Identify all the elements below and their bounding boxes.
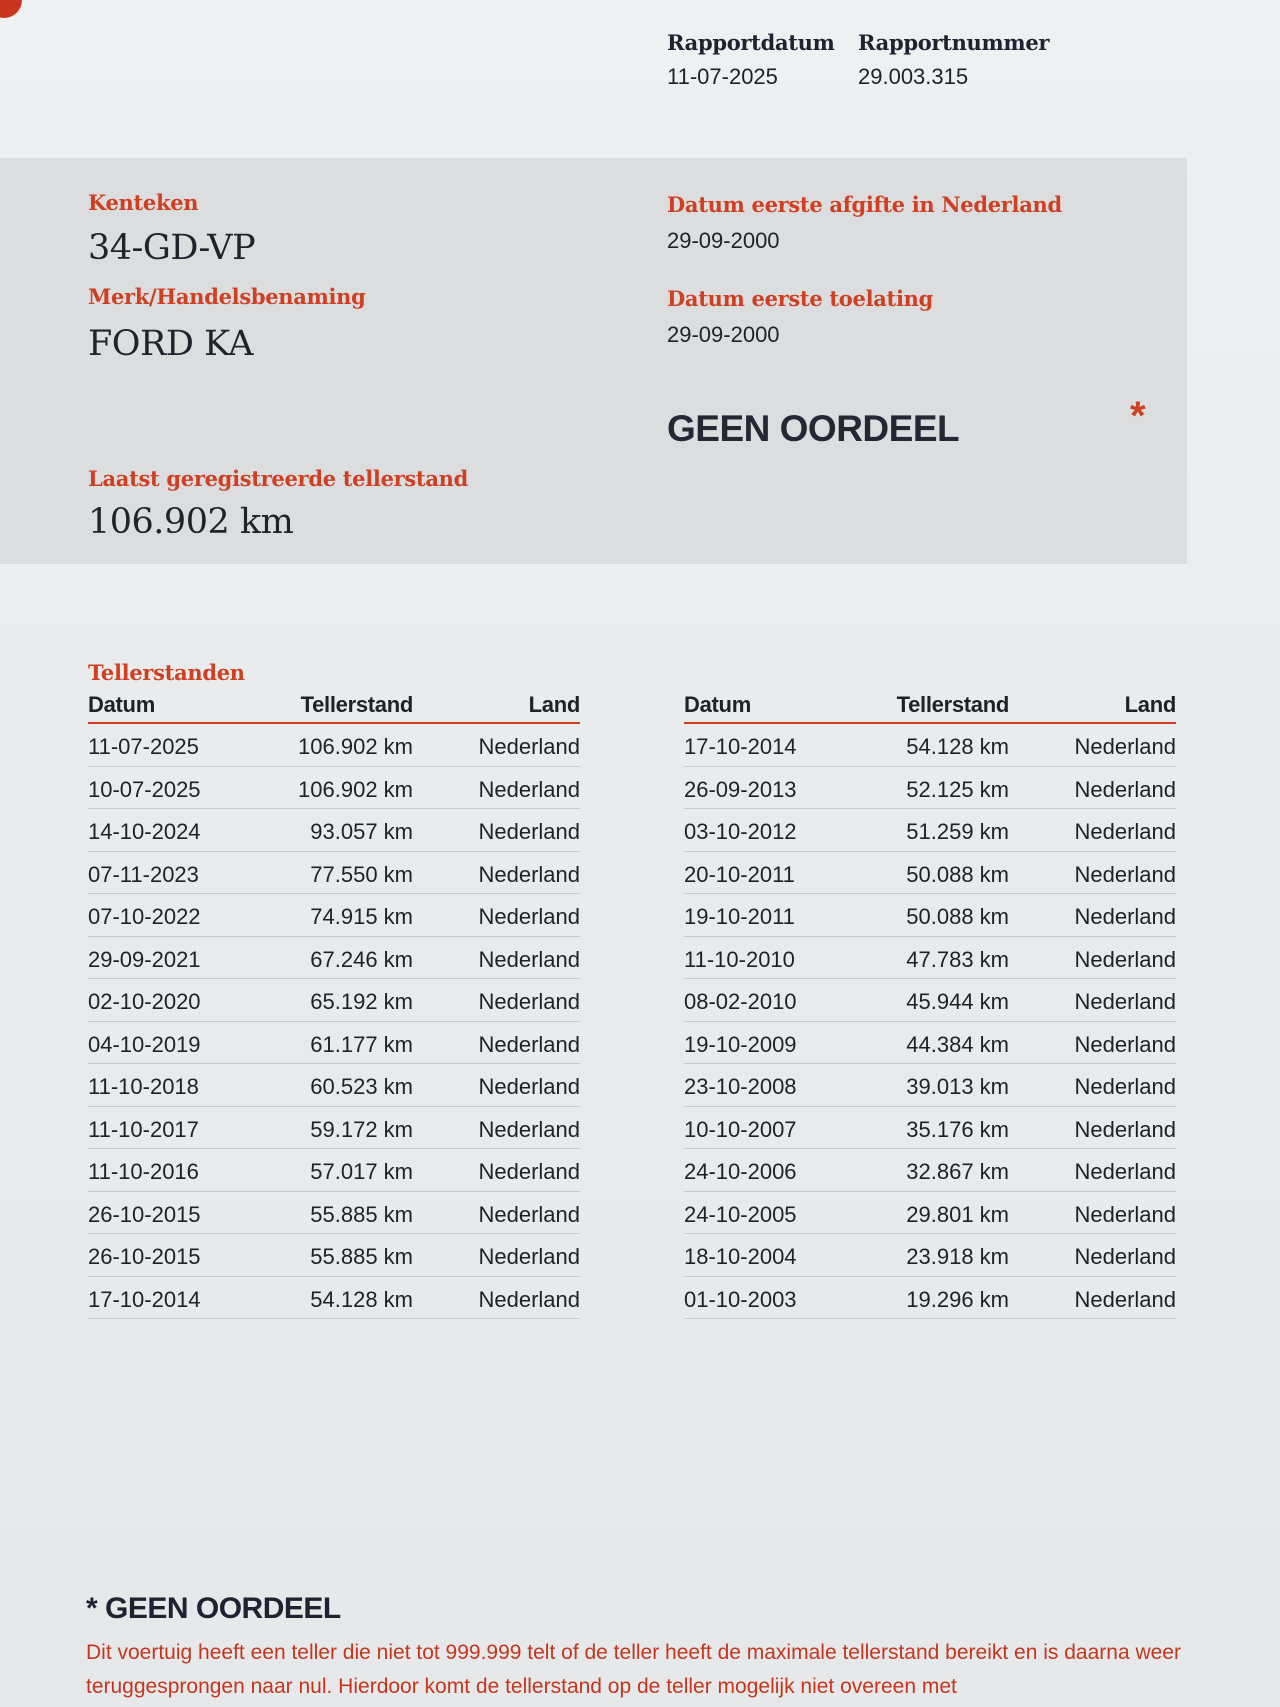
table-header (88, 688, 580, 724)
header-date: Datum (88, 692, 155, 717)
reading-odometer: 59.172 km (310, 1116, 413, 1142)
plate-value: 34-GD-VP (88, 228, 256, 268)
reading-date: 26-10-2015 (88, 1244, 201, 1269)
readings-title: Tellerstanden (88, 660, 245, 685)
reading-odometer: 29.801 km (906, 1201, 1009, 1227)
reading-odometer: 39.013 km (906, 1074, 1009, 1099)
reading-odometer: 77.550 km (310, 861, 413, 887)
reading-date: 07-11-2023 (88, 861, 199, 887)
reading-odometer: 52.125 km (906, 776, 1009, 802)
reading-country: Nederland (1074, 1286, 1176, 1312)
reading-date: 19-10-2009 (684, 1031, 797, 1057)
reading-country: Nederland (1074, 734, 1176, 759)
table-row (88, 724, 580, 767)
report-date: 11-07-2025 (667, 64, 778, 89)
reading-odometer: 54.128 km (310, 1286, 413, 1312)
reading-odometer: 74.915 km (310, 904, 413, 929)
table-row (684, 1277, 1176, 1320)
reading-date: 10-07-2025 (88, 776, 201, 802)
corner-logo-mark (0, 0, 22, 18)
table-row (684, 1022, 1176, 1065)
reading-country: Nederland (1074, 861, 1176, 887)
table-row (88, 894, 580, 937)
reading-country: Nederland (478, 1286, 580, 1312)
reading-odometer: 23.918 km (906, 1244, 1009, 1269)
reading-country: Nederland (478, 1201, 580, 1227)
reading-odometer: 106.902 km (298, 734, 413, 759)
reading-country: Nederland (478, 904, 580, 929)
report-number-label: Rapportnummer (858, 30, 1050, 55)
reading-date: 18-10-2004 (684, 1244, 797, 1269)
reading-country: Nederland (478, 1244, 580, 1269)
table-row (88, 1277, 580, 1320)
reading-date: 17-10-2014 (88, 1286, 201, 1312)
report-date-label: Rapportdatum (667, 30, 835, 55)
reading-odometer: 50.088 km (906, 861, 1009, 887)
reading-date: 10-10-2007 (684, 1116, 797, 1142)
header-odometer: Tellerstand (896, 692, 1009, 717)
footnote-title: * GEEN OORDEEL (86, 1592, 341, 1625)
reading-odometer: 65.192 km (310, 989, 413, 1014)
reading-country: Nederland (478, 819, 580, 844)
footnote-text: Dit voertuig heeft een teller die niet tot 999.999 telt of de teller heeft de maximale tellerstand bereikt en is daarna weer teruggesprongen naar nul. Hierdoor komt de tellerstand op de teller mogelijk niet overeen met (86, 1641, 1181, 1698)
reading-odometer: 67.246 km (310, 946, 413, 972)
header-country: Land (1124, 692, 1176, 717)
reading-country: Nederland (1074, 776, 1176, 802)
reading-date: 26-10-2015 (88, 1201, 201, 1227)
table-row (684, 1192, 1176, 1235)
reading-country: Nederland (1074, 946, 1176, 972)
reading-odometer: 19.296 km (906, 1286, 1009, 1312)
table-row (88, 1149, 580, 1192)
make-value: FORD KA (88, 324, 254, 364)
reading-odometer: 32.867 km (906, 1159, 1009, 1184)
reading-country: Nederland (1074, 1031, 1176, 1057)
reading-odometer: 47.783 km (906, 946, 1009, 972)
reading-country: Nederland (1074, 989, 1176, 1014)
reading-date: 14-10-2024 (88, 819, 201, 844)
odometer-value: 106.902 km (88, 502, 294, 542)
reading-date: 11-10-2016 (88, 1159, 199, 1184)
reading-country: Nederland (478, 776, 580, 802)
reading-country: Nederland (1074, 1074, 1176, 1099)
reading-odometer: 57.017 km (310, 1159, 413, 1184)
first-nl-label: Datum eerste afgifte in Nederland (667, 192, 1062, 217)
table-row (684, 979, 1176, 1022)
reading-date: 11-10-2017 (88, 1116, 199, 1142)
make-label: Merk/Handelsbenaming (88, 284, 366, 309)
reading-date: 02-10-2020 (88, 989, 201, 1014)
reading-odometer: 55.885 km (310, 1244, 413, 1269)
report-number: 29.003.315 (858, 64, 969, 89)
reading-odometer: 50.088 km (906, 904, 1009, 929)
first-admission-label: Datum eerste toelating (667, 286, 933, 311)
odometer-label: Laatst geregistreerde tellerstand (88, 466, 468, 491)
reading-date: 19-10-2011 (684, 904, 795, 929)
reading-odometer: 106.902 km (298, 776, 413, 802)
reading-date: 08-02-2010 (684, 989, 797, 1014)
readings-table-right (684, 688, 1176, 1319)
first-nl-value: 29-09-2000 (667, 228, 780, 253)
reading-date: 20-10-2011 (684, 861, 795, 887)
reading-date: 26-09-2013 (684, 776, 797, 802)
reading-date: 07-10-2022 (88, 904, 201, 929)
reading-country: Nederland (478, 734, 580, 759)
table-row (88, 979, 580, 1022)
reading-country: Nederland (478, 1031, 580, 1057)
reading-country: Nederland (1074, 904, 1176, 929)
table-row (684, 1107, 1176, 1150)
table-row (88, 1107, 580, 1150)
readings-table-left (88, 688, 580, 1319)
reading-odometer: 93.057 km (310, 819, 413, 844)
table-row (684, 937, 1176, 980)
reading-date: 24-10-2006 (684, 1159, 797, 1184)
table-row (88, 1234, 580, 1277)
plate-label: Kenteken (88, 190, 199, 215)
reading-odometer: 55.885 km (310, 1201, 413, 1227)
reading-odometer: 54.128 km (906, 734, 1009, 759)
table-row (88, 937, 580, 980)
table-row (684, 724, 1176, 767)
reading-country: Nederland (1074, 1244, 1176, 1269)
table-row (88, 1192, 580, 1235)
reading-country: Nederland (478, 1116, 580, 1142)
reading-date: 01-10-2003 (684, 1286, 797, 1312)
header-odometer: Tellerstand (300, 692, 413, 717)
reading-date: 11-10-2018 (88, 1074, 199, 1099)
table-row (684, 894, 1176, 937)
reading-odometer: 61.177 km (310, 1031, 413, 1057)
reading-odometer: 44.384 km (906, 1031, 1009, 1057)
table-row (684, 767, 1176, 810)
reading-country: Nederland (1074, 1159, 1176, 1184)
table-row (88, 809, 580, 852)
reading-odometer: 51.259 km (906, 819, 1009, 844)
reading-date: 29-09-2021 (88, 946, 201, 972)
header-date: Datum (684, 692, 751, 717)
reading-date: 11-07-2025 (88, 734, 199, 759)
table-row (88, 1022, 580, 1065)
first-admission-value: 29-09-2000 (667, 322, 780, 347)
table-row (88, 852, 580, 895)
table-row (684, 852, 1176, 895)
table-row (88, 767, 580, 810)
reading-date: 23-10-2008 (684, 1074, 797, 1099)
reading-date: 04-10-2019 (88, 1031, 201, 1057)
reading-country: Nederland (478, 989, 580, 1014)
reading-date: 11-10-2010 (684, 946, 795, 972)
reading-date: 24-10-2005 (684, 1201, 797, 1227)
reading-country: Nederland (1074, 1201, 1176, 1227)
verdict-asterisk: * (1130, 394, 1146, 438)
reading-odometer: 35.176 km (906, 1116, 1009, 1142)
table-header (684, 688, 1176, 724)
reading-country: Nederland (478, 946, 580, 972)
reading-country: Nederland (478, 861, 580, 887)
header-country: Land (528, 692, 580, 717)
reading-country: Nederland (478, 1074, 580, 1099)
reading-odometer: 60.523 km (310, 1074, 413, 1099)
reading-date: 17-10-2014 (684, 734, 797, 759)
vehicle-summary-panel (0, 158, 1187, 564)
table-row (88, 1064, 580, 1107)
table-row (684, 1234, 1176, 1277)
reading-odometer: 45.944 km (906, 989, 1009, 1014)
reading-country: Nederland (1074, 1116, 1176, 1142)
table-row (684, 1149, 1176, 1192)
table-row (684, 1064, 1176, 1107)
verdict-title: GEEN OORDEEL (667, 408, 960, 449)
table-row (684, 809, 1176, 852)
reading-date: 03-10-2012 (684, 819, 797, 844)
reading-country: Nederland (478, 1159, 580, 1184)
reading-country: Nederland (1074, 819, 1176, 844)
